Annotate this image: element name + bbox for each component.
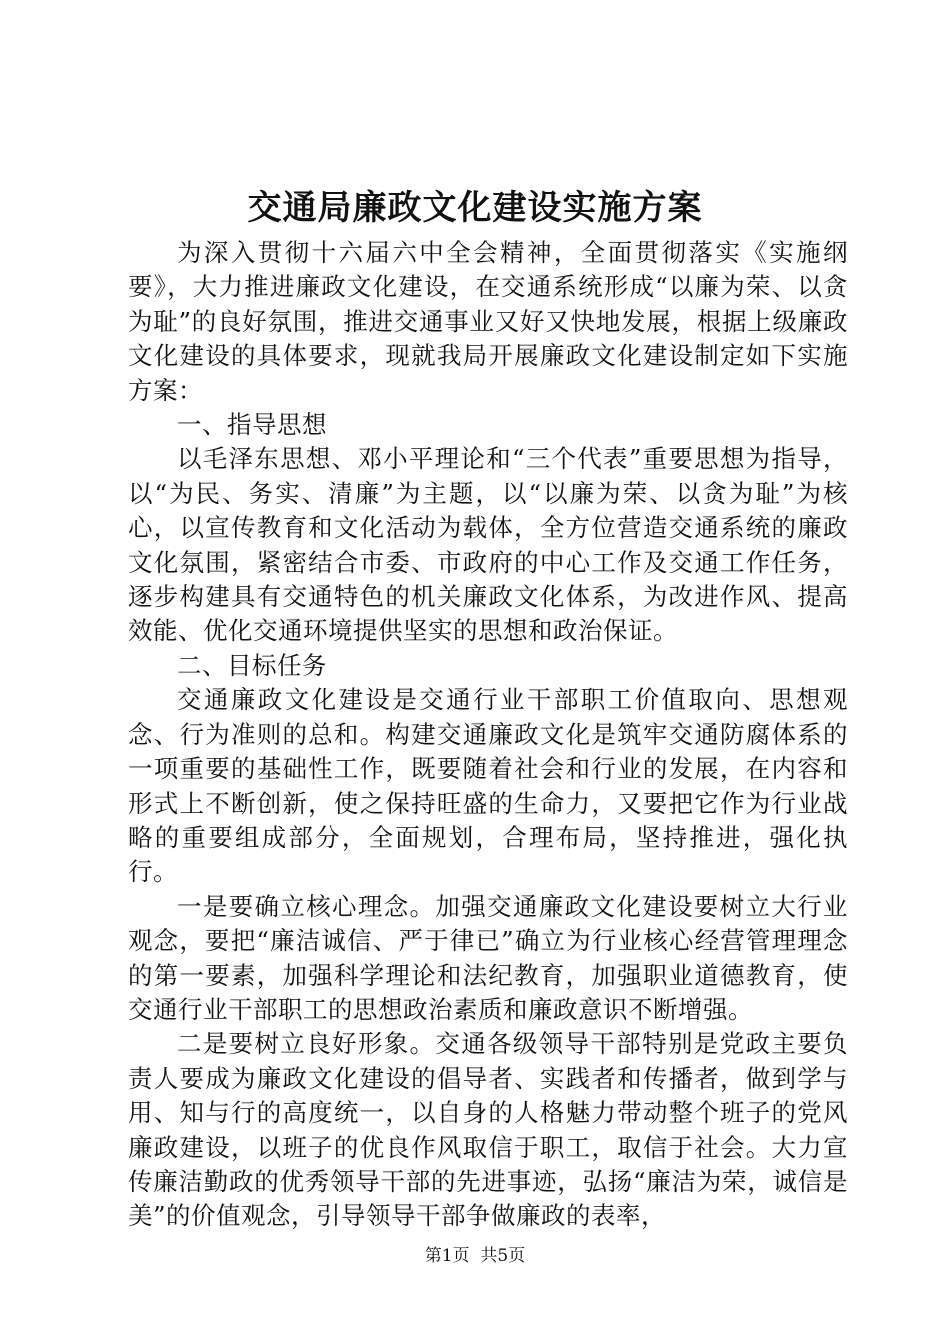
document-body: [128, 236, 848, 1234]
section-heading-guiding-ideology: 一、指导思想: [177, 410, 327, 440]
page-footer: [0, 1244, 950, 1268]
guiding-ideology-paragraph: 以毛泽东思想、邓小平理论和“三个代表”重要思想为指导，以“为民、务实、清廉”为主题，以“以廉为荣、以贪为耻”为核心，以宣传教育和文化活动为载体，全方位营造交通系统的廉政文化氛围，紧密结合市委、市政府的中心工作及交通工作任务，逐步构建具有交通特色的机关廉政文化体系，为改进作风、提高效能、优化交通环境提供坚实的思想和政治保证。: [128, 444, 848, 646]
document-title: 交通局廉政文化建设实施方案: [247, 188, 703, 228]
page-number: 第1页: [424, 1246, 470, 1266]
page-total: 共5页: [480, 1246, 526, 1266]
core-concept-paragraph: 一是要确立核心理念。加强交通廉政文化建设要树立大行业观念，要把“廉洁诚信、严于律已”确立为行业核心经营管理理念的第一要素，加强科学理论和法纪教育，加强职业道德教育，使交通行业干部职工的思想政治素质和廉政意识不断增强。: [128, 891, 848, 1024]
section-heading-goals-tasks: 二、目标任务: [177, 650, 327, 680]
intro-paragraph: 为深入贯彻十六届六中全会精神，全面贯彻落实《实施纲要》，大力推进廉政文化建设，在交通系统形成“以廉为荣、以贪为耻”的良好氛围，推进交通事业又好又快地发展，根据上级廉政文化建设的具体要求，现就我局开展廉政文化建设制定如下实施方案：: [128, 238, 848, 405]
goals-tasks-paragraph: 交通廉政文化建设是交通行业干部职工价值取向、思想观念、行为准则的总和。构建交通廉政文化是筑牢交通防腐体系的一项重要的基础性工作，既要随着社会和行业的发展，在内容和形式上不断创新，使之保持旺盛的生命力，又要把它作为行业战略的重要组成部分，全面规划，合理布局，坚持推进，强化执行。: [128, 685, 848, 887]
good-image-paragraph: 二是要树立良好形象。交通各级领导干部特别是党政主要负责人要成为廉政文化建设的倡导者、实践者和传播者，做到学与用、知与行的高度统一，以自身的人格魅力带动整个班子的党风廉政建设，以班子的优良作风取信于职工，取信于社会。大力宣传廉洁勤政的优秀领导干部的先进事迹，弘扬“廉洁为荣，诚信是美”的价值观念，引导领导干部争做廉政的表率，: [128, 1029, 848, 1231]
